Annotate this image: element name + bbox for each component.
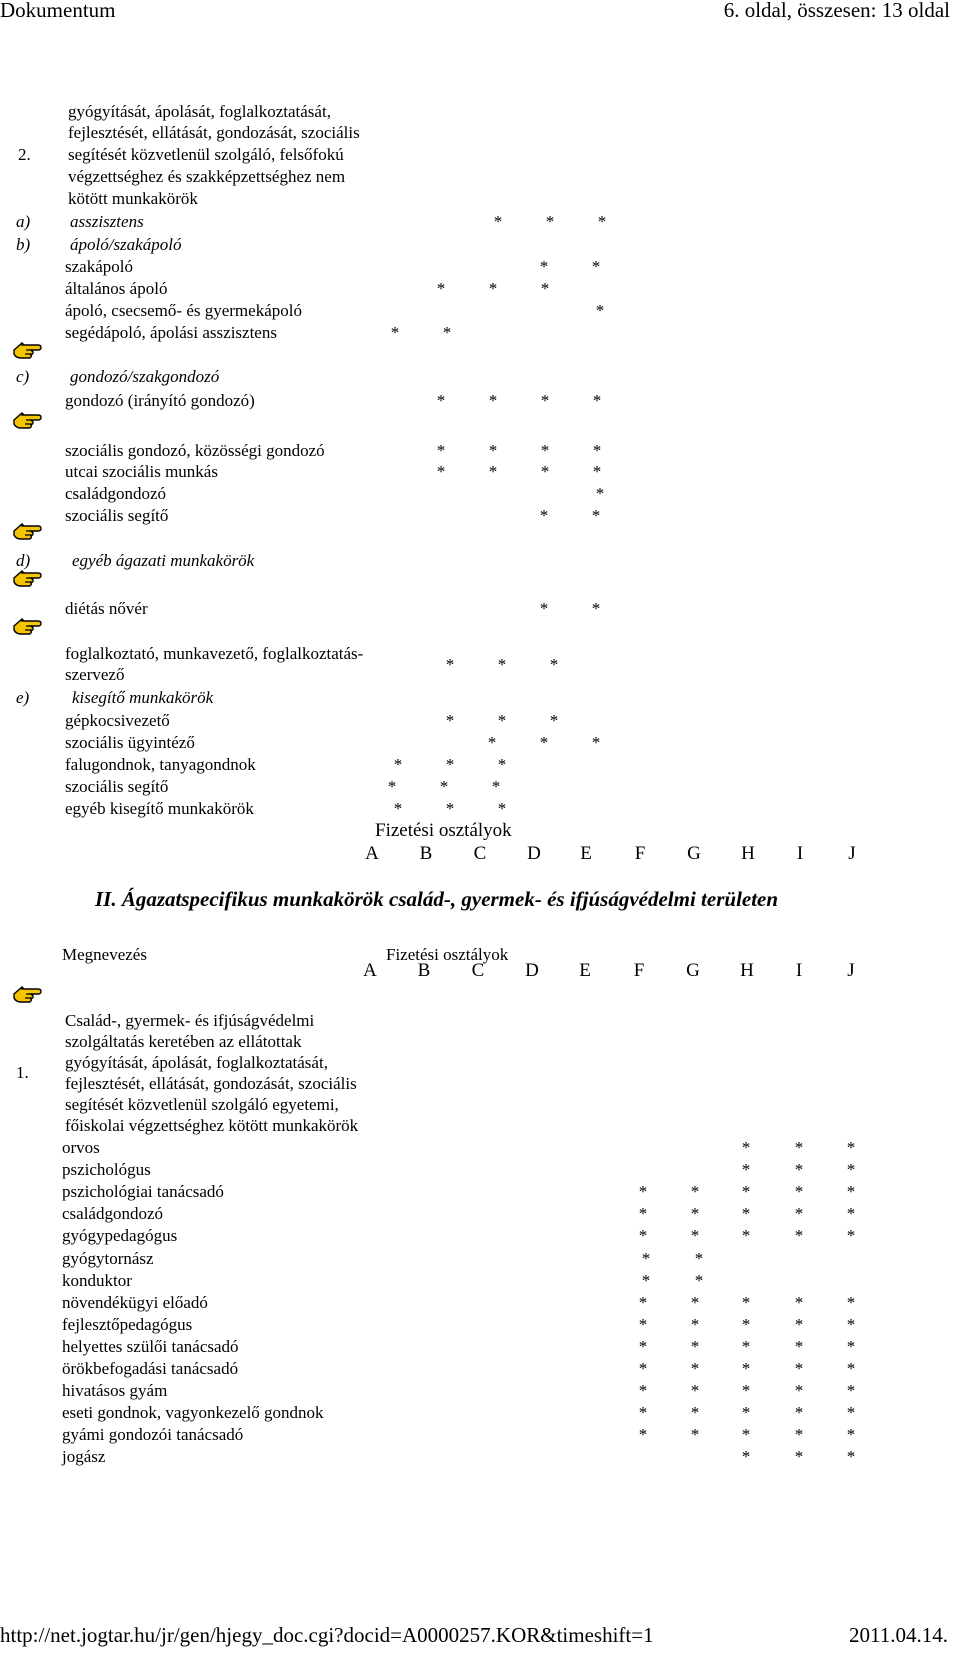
row-label: szociális ügyintéző — [65, 733, 195, 752]
star-mark: * — [846, 1447, 856, 1467]
row-label: gondozó (irányító gondozó) — [65, 391, 255, 410]
section2-heading: II. Ágazatspecifikus munkakörök család-, gyermek- és ifjúságvédelmi területen — [95, 887, 779, 911]
star-mark: * — [794, 1226, 804, 1246]
table-row-label: gyógypedagógus — [62, 1226, 178, 1246]
star-mark: * — [846, 1292, 856, 1312]
star-mark: * — [741, 1447, 751, 1467]
row-label: falugondnok, tanyagondnok — [65, 755, 256, 774]
table-row-label: fejlesztőpedagógus — [62, 1314, 193, 1334]
star-mark: * — [641, 1248, 651, 1268]
star-mark: * — [638, 1403, 648, 1423]
pay-class-G: G — [686, 960, 700, 981]
star-mark: * — [741, 1160, 751, 1180]
page-indicator: 6. oldal, összesen: 13 oldal — [723, 0, 950, 22]
star-mark: * — [488, 279, 498, 298]
star-mark: * — [540, 441, 550, 460]
pointing-hand-icon — [12, 982, 42, 1004]
star-mark: * — [549, 711, 559, 730]
section1-intro-3: segítését közvetlenül szolgáló, felsőfokú — [68, 145, 344, 164]
row-label: egyéb ágazati munkakörök — [72, 551, 255, 570]
footer-url[interactable]: http://net.jogtar.hu/jr/gen/hjegy_doc.cgi?docid=A0000257.KOR&timeshift=1 — [0, 1623, 654, 1647]
star-mark: * — [387, 777, 397, 796]
star-mark: * — [794, 1447, 804, 1467]
table-row-label: jogász — [62, 1447, 106, 1467]
star-mark: * — [690, 1182, 700, 1202]
table-row-label: konduktor — [62, 1270, 132, 1290]
row-label: szociális gondozó, közösségi gondozó — [65, 441, 325, 460]
star-mark: * — [439, 777, 449, 796]
star-mark: * — [488, 441, 498, 460]
section1-intro-2: fejlesztését, ellátását, gondozását, szociális — [68, 123, 360, 142]
star-mark: * — [794, 1381, 804, 1401]
table-row-label: helyettes szülői tanácsadó — [62, 1336, 239, 1356]
star-mark: * — [846, 1425, 856, 1445]
section1-intro-4: végzettséghez és szakképzettséghez nem — [68, 167, 346, 186]
pay-class-C: C — [473, 843, 487, 864]
star-mark: * — [591, 599, 601, 618]
star-mark: * — [741, 1314, 751, 1334]
star-mark: * — [794, 1138, 804, 1157]
table-row-label: gyógytornász — [62, 1248, 154, 1268]
star-mark: * — [694, 1270, 704, 1290]
table-row-label: növendékügyi előadó — [62, 1292, 208, 1312]
star-mark: * — [690, 1336, 700, 1356]
star-mark: * — [591, 257, 601, 276]
star-mark: * — [445, 711, 455, 730]
star-mark: * — [741, 1182, 751, 1202]
star-mark: * — [545, 212, 555, 231]
marker-e: e) — [16, 688, 30, 707]
star-mark: * — [497, 755, 507, 774]
pay-class-D: D — [527, 843, 541, 864]
pay-class-H: H — [741, 843, 755, 864]
star-mark: * — [794, 1314, 804, 1334]
row-label: szakápoló — [65, 257, 133, 276]
star-mark: * — [690, 1359, 700, 1378]
star-mark: * — [638, 1425, 648, 1445]
pointing-hand-icon — [12, 338, 42, 360]
star-mark: * — [846, 1403, 856, 1423]
star-mark: * — [488, 391, 498, 410]
pointing-hand-icon — [12, 408, 42, 430]
star-mark: * — [436, 391, 446, 410]
star-mark: * — [794, 1182, 804, 1202]
star-mark: * — [641, 1270, 651, 1290]
star-mark: * — [690, 1314, 700, 1334]
row-label: kisegítő munkakörök — [72, 688, 214, 707]
section2-number: 1. — [16, 1063, 29, 1082]
star-mark: * — [445, 655, 455, 674]
pay-class-B: B — [417, 960, 431, 981]
table-row-label: orvos — [62, 1138, 100, 1157]
star-mark: * — [638, 1359, 648, 1378]
star-mark: * — [393, 799, 403, 818]
pay-classes-title: Fizetési osztályok — [386, 945, 509, 964]
star-mark: * — [595, 301, 605, 320]
star-mark: * — [846, 1204, 856, 1224]
star-mark: * — [741, 1204, 751, 1224]
row-label: asszisztens — [70, 212, 144, 231]
star-mark: * — [591, 506, 601, 525]
star-mark: * — [846, 1226, 856, 1246]
section2-intro-3: gyógyítását, ápolását, foglalkoztatását, — [65, 1053, 328, 1072]
star-mark: * — [846, 1314, 856, 1334]
row-label: egyéb kisegítő munkakörök — [65, 799, 254, 818]
section2-intro-2: szolgáltatás keretében az ellátottak — [65, 1032, 302, 1051]
star-mark: * — [690, 1425, 700, 1445]
pay-class-G: G — [687, 843, 701, 864]
star-mark: * — [436, 279, 446, 298]
pay-class-D: D — [525, 960, 539, 981]
row-label: általános ápoló — [65, 279, 168, 298]
pay-class-H: H — [740, 960, 754, 981]
star-mark: * — [846, 1336, 856, 1356]
star-mark: * — [794, 1204, 804, 1224]
star-mark: * — [638, 1381, 648, 1401]
pay-class-J: J — [848, 843, 856, 864]
star-mark: * — [445, 755, 455, 774]
marker-a: a) — [16, 212, 31, 231]
table-row-label: pszichológiai tanácsadó — [62, 1182, 224, 1202]
star-mark: * — [846, 1138, 856, 1157]
pay-class-F: F — [633, 960, 645, 981]
star-mark: * — [540, 279, 550, 298]
table-row-label: családgondozó — [62, 1204, 164, 1224]
star-mark: * — [497, 655, 507, 674]
star-mark: * — [595, 484, 605, 503]
star-mark: * — [638, 1314, 648, 1334]
star-mark: * — [436, 441, 446, 460]
marker-d: d) — [16, 551, 31, 570]
table-row-label: hivatásos gyám — [62, 1381, 168, 1401]
star-mark: * — [741, 1226, 751, 1246]
star-mark: * — [539, 599, 549, 618]
pay-class-C: C — [471, 960, 485, 981]
star-mark: * — [741, 1292, 751, 1312]
pay-class-A: A — [363, 960, 377, 981]
star-mark: * — [741, 1138, 751, 1157]
row-label: utcai szociális munkás — [65, 462, 218, 481]
star-mark: * — [442, 323, 452, 342]
star-mark: * — [741, 1359, 751, 1378]
star-mark: * — [846, 1359, 856, 1378]
pay-class-B: B — [419, 843, 433, 864]
star-mark: * — [497, 799, 507, 818]
row-label: szociális segítő — [65, 506, 169, 525]
star-mark: * — [638, 1182, 648, 1202]
star-mark: * — [690, 1204, 700, 1224]
star-mark: * — [741, 1403, 751, 1423]
star-mark: * — [638, 1292, 648, 1312]
pay-class-F: F — [634, 843, 646, 864]
star-mark: * — [592, 441, 602, 460]
section2-intro-1: Család-, gyermek- és ifjúságvédelmi — [65, 1011, 315, 1030]
pay-class-I: I — [795, 960, 803, 981]
star-mark: * — [592, 462, 602, 481]
star-mark: * — [540, 391, 550, 410]
section1-intro-1: gyógyítását, ápolását, foglalkoztatását, — [68, 102, 331, 121]
star-mark: * — [539, 506, 549, 525]
marker-c: c) — [16, 367, 30, 386]
star-mark: * — [741, 1336, 751, 1356]
star-mark: * — [390, 323, 400, 342]
star-mark: * — [694, 1248, 704, 1268]
star-mark: * — [539, 257, 549, 276]
star-mark: * — [741, 1425, 751, 1445]
pay-class-J: J — [847, 960, 855, 981]
star-mark: * — [846, 1182, 856, 1202]
star-mark: * — [493, 212, 503, 231]
section2-intro-6: főiskolai végzettséghez kötött munkakörök — [65, 1116, 359, 1135]
section1-number: 2. — [18, 145, 31, 164]
star-mark: * — [690, 1292, 700, 1312]
star-mark: * — [690, 1403, 700, 1423]
row-label: segédápoló, ápolási asszisztens — [65, 323, 277, 342]
row-label: diétás nővér — [65, 599, 148, 618]
star-mark: * — [597, 212, 607, 231]
section2-intro-5: segítését közvetlenül szolgáló egyetemi, — [65, 1095, 339, 1114]
star-mark: * — [638, 1336, 648, 1356]
footer-date: 2011.04.14. — [849, 1623, 948, 1647]
star-mark: * — [487, 733, 497, 752]
row-label: szociális segítő — [65, 777, 169, 796]
star-mark: * — [846, 1160, 856, 1180]
star-mark: * — [638, 1204, 648, 1224]
star-mark: * — [846, 1381, 856, 1401]
star-mark: * — [540, 462, 550, 481]
star-mark: * — [638, 1226, 648, 1246]
star-mark: * — [539, 733, 549, 752]
table-row-label: pszichológus — [62, 1160, 151, 1180]
star-mark: * — [690, 1226, 700, 1246]
star-mark: * — [690, 1381, 700, 1401]
star-mark: * — [591, 733, 601, 752]
star-mark: * — [393, 755, 403, 774]
row-label: szervező — [65, 665, 125, 684]
star-mark: * — [741, 1381, 751, 1401]
star-mark: * — [794, 1292, 804, 1312]
star-mark: * — [436, 462, 446, 481]
star-mark: * — [794, 1160, 804, 1180]
star-mark: * — [491, 777, 501, 796]
star-mark: * — [445, 799, 455, 818]
star-mark: * — [488, 462, 498, 481]
table-row-label: eseti gondnok, vagyonkezelő gondnok — [62, 1403, 324, 1423]
document-title: Dokumentum — [0, 0, 116, 22]
pay-classes-title: Fizetési osztályok — [375, 820, 512, 841]
star-mark: * — [794, 1336, 804, 1356]
pointing-hand-icon — [12, 566, 42, 588]
row-label: gépkocsivezető — [65, 711, 170, 730]
star-mark: * — [549, 655, 559, 674]
name-column-header: Megnevezés — [62, 945, 147, 964]
pointing-hand-icon — [12, 519, 42, 541]
row-label: ápoló, csecsemő- és gyermekápoló — [65, 301, 302, 320]
marker-b: b) — [16, 235, 31, 254]
star-mark: * — [794, 1425, 804, 1445]
star-mark: * — [794, 1359, 804, 1378]
row-label: ápoló/szakápoló — [70, 235, 182, 254]
pointing-hand-icon — [12, 614, 42, 636]
star-mark: * — [497, 711, 507, 730]
row-label: foglalkoztató, munkavezető, foglalkoztatás- — [65, 644, 364, 663]
row-label: családgondozó — [65, 484, 167, 503]
section1-intro-5: kötött munkakörök — [68, 189, 198, 208]
section2-intro-4: fejlesztését, ellátását, gondozását, szociális — [65, 1074, 357, 1093]
pay-class-I: I — [796, 843, 804, 864]
pay-class-A: A — [365, 843, 379, 864]
table-row-label: gyámi gondozói tanácsadó — [62, 1425, 244, 1445]
pay-class-E: E — [580, 843, 592, 864]
row-label: gondozó/szakgondozó — [70, 367, 220, 386]
pay-class-E: E — [579, 960, 591, 981]
star-mark: * — [794, 1403, 804, 1423]
table-row-label: örökbefogadási tanácsadó — [62, 1359, 239, 1378]
star-mark: * — [592, 391, 602, 410]
